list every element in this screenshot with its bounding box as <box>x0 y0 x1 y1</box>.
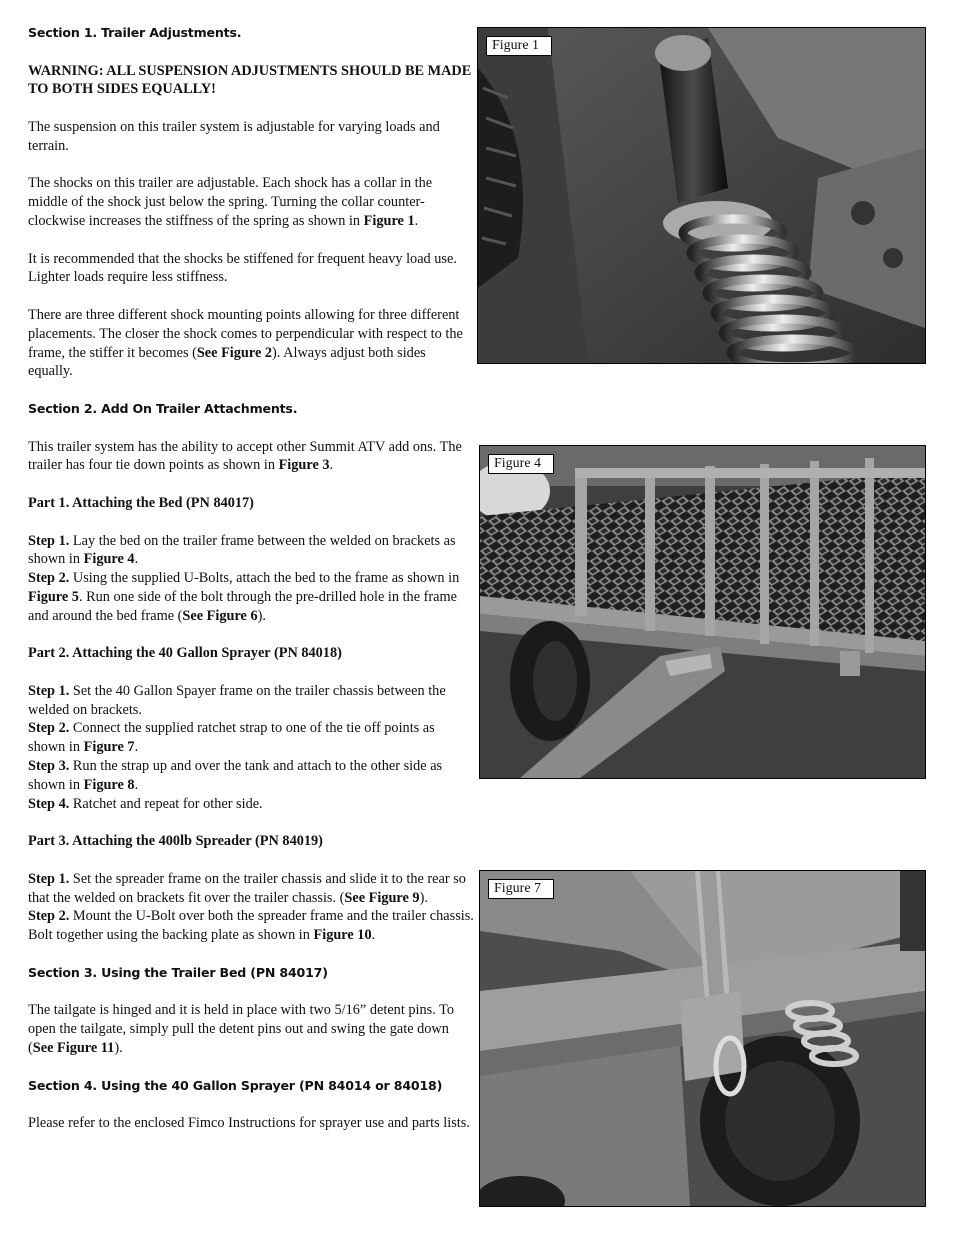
paragraph <box>28 1001 474 1057</box>
part-title: Part 1. Attaching the Bed (PN 84017) <box>28 494 254 511</box>
step <box>28 719 474 757</box>
step <box>28 907 474 945</box>
section2-heading: Section 2. Add On Trailer Attachments. <box>28 400 298 416</box>
text-column <box>28 24 474 1133</box>
text: Lay the bed on the trailer frame between the welded on brackets as shown in <box>28 532 456 568</box>
text: . <box>134 739 139 756</box>
text: . <box>329 457 334 474</box>
part-title: Part 2. Attaching the 40 Gallon Sprayer (PN 84018) <box>28 645 342 662</box>
text: Set the spreader frame on the trailer chassis and slide it to the rear so that the welded on brackets fit over the trailer chassis. ( <box>28 870 466 906</box>
paragraph <box>28 438 474 476</box>
warning-text: WARNING: ALL SUSPENSION ADJUSTMENTS SHOULD BE MADE TO BOTH SIDES EQUALLY! <box>28 62 472 98</box>
step-label: Step 4. <box>28 795 70 812</box>
figure-4-caption: Figure 4 <box>488 454 554 474</box>
text: ). <box>257 607 266 624</box>
part3-title <box>28 832 474 851</box>
text: ). <box>114 1040 123 1057</box>
text: . <box>414 212 419 229</box>
paragraph: Please refer to the enclosed Fimco Instructions for sprayer use and parts lists. <box>28 1115 470 1132</box>
step-label: Step 2. <box>28 908 70 925</box>
shock-photo-illustration <box>478 28 925 363</box>
part1-title <box>28 494 474 513</box>
text: The shocks on this trailer are adjustable. Each shock has a collar in the middle of the shock just below the spring. Turning the collar counter-clockwise increases the stiffness of the spring as shown in <box>28 175 433 229</box>
step-label: Step 1. <box>28 870 70 887</box>
section1-heading: Section 1. Trailer Adjustments. <box>28 25 242 40</box>
figure-7-photo <box>479 870 926 1207</box>
paragraph: It is recommended that the shocks be stiffened for frequent heavy load use. Lighter loads require less stiffness. <box>28 250 457 286</box>
figure-ref: Figure 1 <box>363 212 415 229</box>
text: Set the 40 Gallon Spayer frame on the trailer chassis between the welded on brackets. <box>28 682 446 718</box>
text: Ratchet and repeat for other side. <box>69 795 263 812</box>
step <box>28 795 474 814</box>
warning <box>28 62 474 100</box>
step <box>28 870 474 908</box>
text: . <box>134 551 139 568</box>
text: Connect the supplied ratchet strap to one of the tie off points as shown in <box>28 720 435 756</box>
ratchet-strap-illustration <box>480 871 925 1206</box>
figure-ref: Figure 7 <box>83 739 135 756</box>
figure-ref: See Figure 6 <box>182 607 258 624</box>
step-label: Step 1. <box>28 532 70 549</box>
figure-ref: Figure 4 <box>83 551 135 568</box>
text: . <box>134 776 139 793</box>
figure-1-caption: Figure 1 <box>486 36 552 56</box>
figure-ref: Figure 8 <box>83 776 135 793</box>
section3-heading: Section 3. Using the Trailer Bed (PN 84017) <box>28 964 328 980</box>
figure-ref: See Figure 11 <box>32 1040 115 1057</box>
part2-title <box>28 644 474 663</box>
figure-ref: Figure 3 <box>278 457 330 474</box>
paragraph <box>28 306 474 381</box>
figure-ref: See Figure 2 <box>196 344 273 361</box>
step <box>28 532 474 570</box>
figure-ref: See Figure 9 <box>344 889 420 906</box>
text: ). Always adjust both sides equally. <box>28 344 426 380</box>
figure-1-photo <box>477 27 926 364</box>
figure-ref: Figure 10 <box>313 927 372 944</box>
figure-ref: Figure 5 <box>28 588 79 605</box>
step-label: Step 3. <box>28 758 70 775</box>
section4-heading: Section 4. Using the 40 Gallon Sprayer (PN 84014 or 84018) <box>28 1077 443 1093</box>
paragraph <box>28 174 474 230</box>
text: This trailer system has the ability to accept other Summit ATV add ons. The trailer has four tie down points as shown in <box>28 438 462 474</box>
step-label: Step 2. <box>28 720 70 737</box>
step <box>28 569 474 625</box>
text: . Run one side of the bolt through the pre-drilled hole in the frame and around the bed frame ( <box>28 588 457 624</box>
part-title: Part 3. Attaching the 400lb Spreader (PN 84019) <box>28 833 323 850</box>
text: Mount the U-Bolt over both the spreader frame and the trailer chassis. Bolt together using the backing plate as shown in <box>28 908 474 944</box>
figure-7-caption: Figure 7 <box>488 879 554 899</box>
step <box>28 682 474 720</box>
text: ). <box>419 889 428 906</box>
step-label: Step 1. <box>28 682 70 699</box>
trailer-bed-illustration <box>480 446 925 778</box>
text: There are three different shock mounting points allowing for three different placements. The closer the shock comes to perpendicular with respect to the frame, the stiffer it becomes ( <box>28 306 463 361</box>
paragraph: The suspension on this trailer system is adjustable for varying loads and terrain. <box>28 118 440 154</box>
text: Run the strap up and over the tank and attach to the other side as shown in <box>28 758 443 793</box>
step <box>28 757 474 795</box>
text: Using the supplied U-Bolts, attach the bed to the frame as shown in <box>69 570 460 587</box>
text: The tailgate is hinged and it is held in place with two 5/16” detent pins. To open the tailgate, simply pull the detent pins out and swing the gate down ( <box>28 1002 454 1057</box>
figure-4-photo <box>479 445 926 779</box>
text: . <box>371 927 376 944</box>
step-label: Step 2. <box>28 570 70 587</box>
